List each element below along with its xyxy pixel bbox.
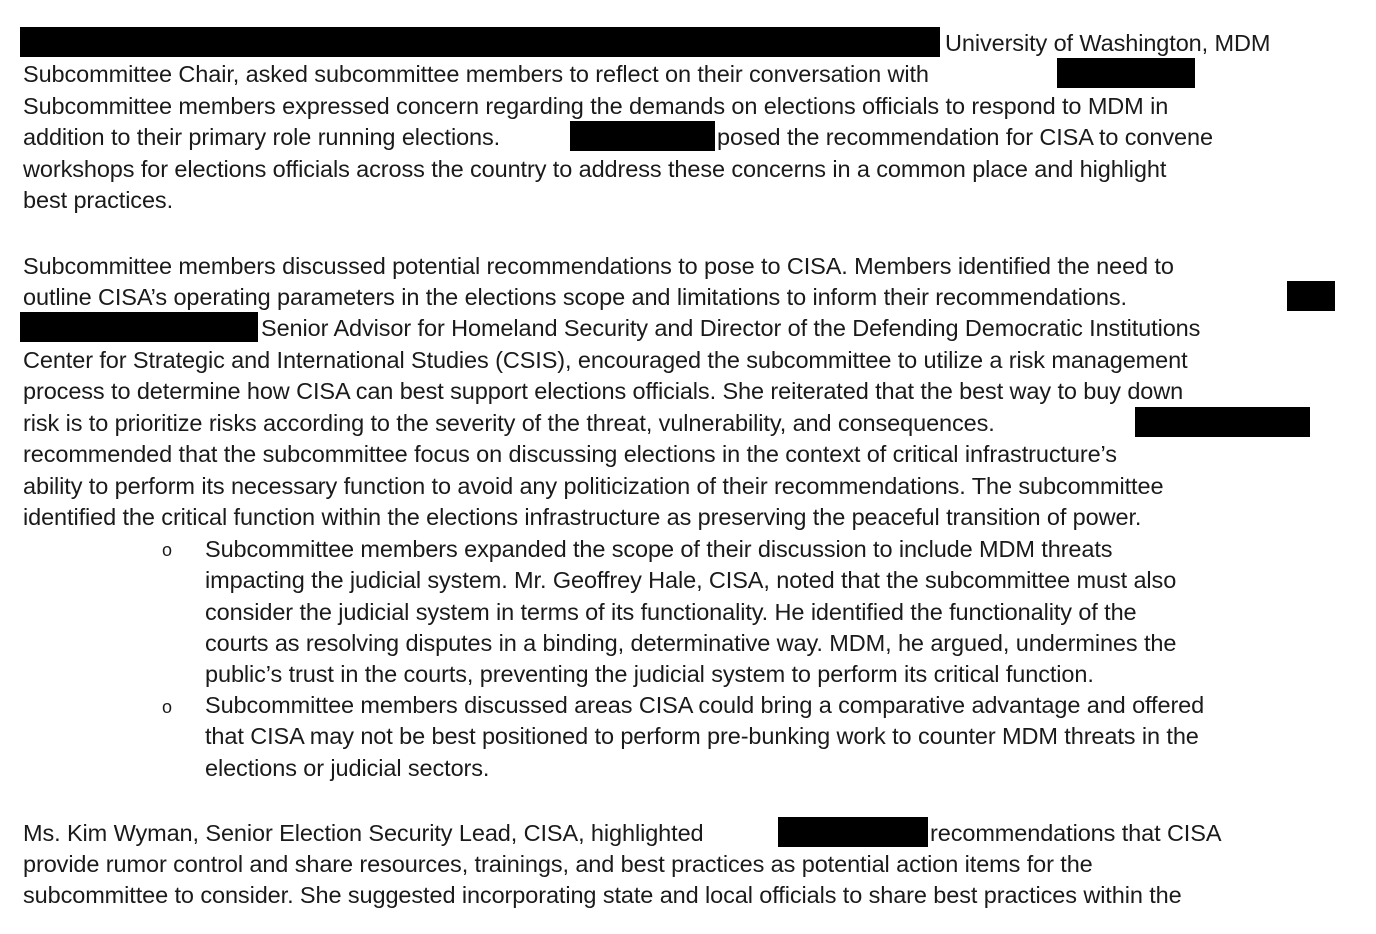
- text-line: University of Washington, MDM: [945, 30, 1271, 56]
- text-line: posed the recommendation for CISA to convene: [717, 124, 1213, 150]
- bullet-line: public’s trust in the courts, preventing the judicial system to perform its critical function.: [205, 661, 1094, 687]
- text-line: ability to perform its necessary function to avoid any politicization of their recommendations. The subcommittee: [23, 473, 1164, 499]
- text-line: outline CISA’s operating parameters in the elections scope and limitations to inform their recommendations.: [23, 284, 1127, 310]
- bullet-marker: o: [162, 697, 173, 717]
- text-line: provide rumor control and share resources, trainings, and best practices as potential action items for the: [23, 851, 1093, 877]
- bullet-line: courts as resolving disputes in a binding, determinative way. MDM, he argued, undermines the: [205, 630, 1177, 656]
- text-line: Subcommittee Chair, asked subcommittee members to reflect on their conversation with: [23, 61, 929, 87]
- text-line: workshops for elections officials across the country to address these concerns in a common place and highlight: [23, 156, 1167, 182]
- text-line: best practices.: [23, 187, 174, 213]
- bullet-line: Subcommittee members expanded the scope of their discussion to include MDM threats: [205, 536, 1113, 562]
- bullet-marker: o: [162, 540, 173, 560]
- bullet-line: that CISA may not be best positioned to perform pre-bunking work to counter MDM threats in the: [205, 723, 1199, 749]
- text-line: Senior Advisor for Homeland Security and Director of the Defending Democratic Institutions: [261, 315, 1201, 341]
- redaction: [20, 312, 258, 342]
- bullet-line: Subcommittee members discussed areas CISA could bring a comparative advantage and offered: [205, 692, 1205, 718]
- text-line: subcommittee to consider. She suggested incorporating state and local officials to share best practices within the: [23, 882, 1182, 908]
- text-line: Center for Strategic and International Studies (CSIS), encouraged the subcommittee to utilize a risk management: [23, 347, 1188, 373]
- bullet-line: impacting the judicial system. Mr. Geoffrey Hale, CISA, noted that the subcommittee must also: [205, 567, 1177, 593]
- text-line: addition to their primary role running elections.: [23, 124, 501, 150]
- text-line: Subcommittee members expressed concern regarding the demands on elections officials to respond to MDM in: [23, 93, 1169, 119]
- redaction: [1287, 281, 1335, 311]
- text-line: Subcommittee members discussed potential recommendations to pose to CISA. Members identified the need to: [23, 253, 1174, 279]
- bullet-line: consider the judicial system in terms of its functionality. He identified the functionality of the: [205, 599, 1137, 625]
- redaction: [570, 121, 715, 151]
- text-line: risk is to prioritize risks according to the severity of the threat, vulnerability, and consequences.: [23, 410, 995, 436]
- redaction: [1135, 407, 1310, 437]
- text-line: recommended that the subcommittee focus on discussing elections in the context of critical infrastructure’s: [23, 441, 1117, 467]
- redaction: [778, 817, 928, 847]
- text-line: process to determine how CISA can best support elections officials. She reiterated that the best way to buy down: [23, 378, 1184, 404]
- bullet-line: elections or judicial sectors.: [205, 755, 490, 781]
- redaction: [1057, 58, 1195, 88]
- text-line: recommendations that CISA: [930, 820, 1222, 846]
- text-line: identified the critical function within the elections infrastructure as preserving the peaceful transition of power.: [23, 504, 1142, 530]
- text-line: Ms. Kim Wyman, Senior Election Security Lead, CISA, highlighted: [23, 820, 704, 846]
- redaction: [20, 27, 940, 57]
